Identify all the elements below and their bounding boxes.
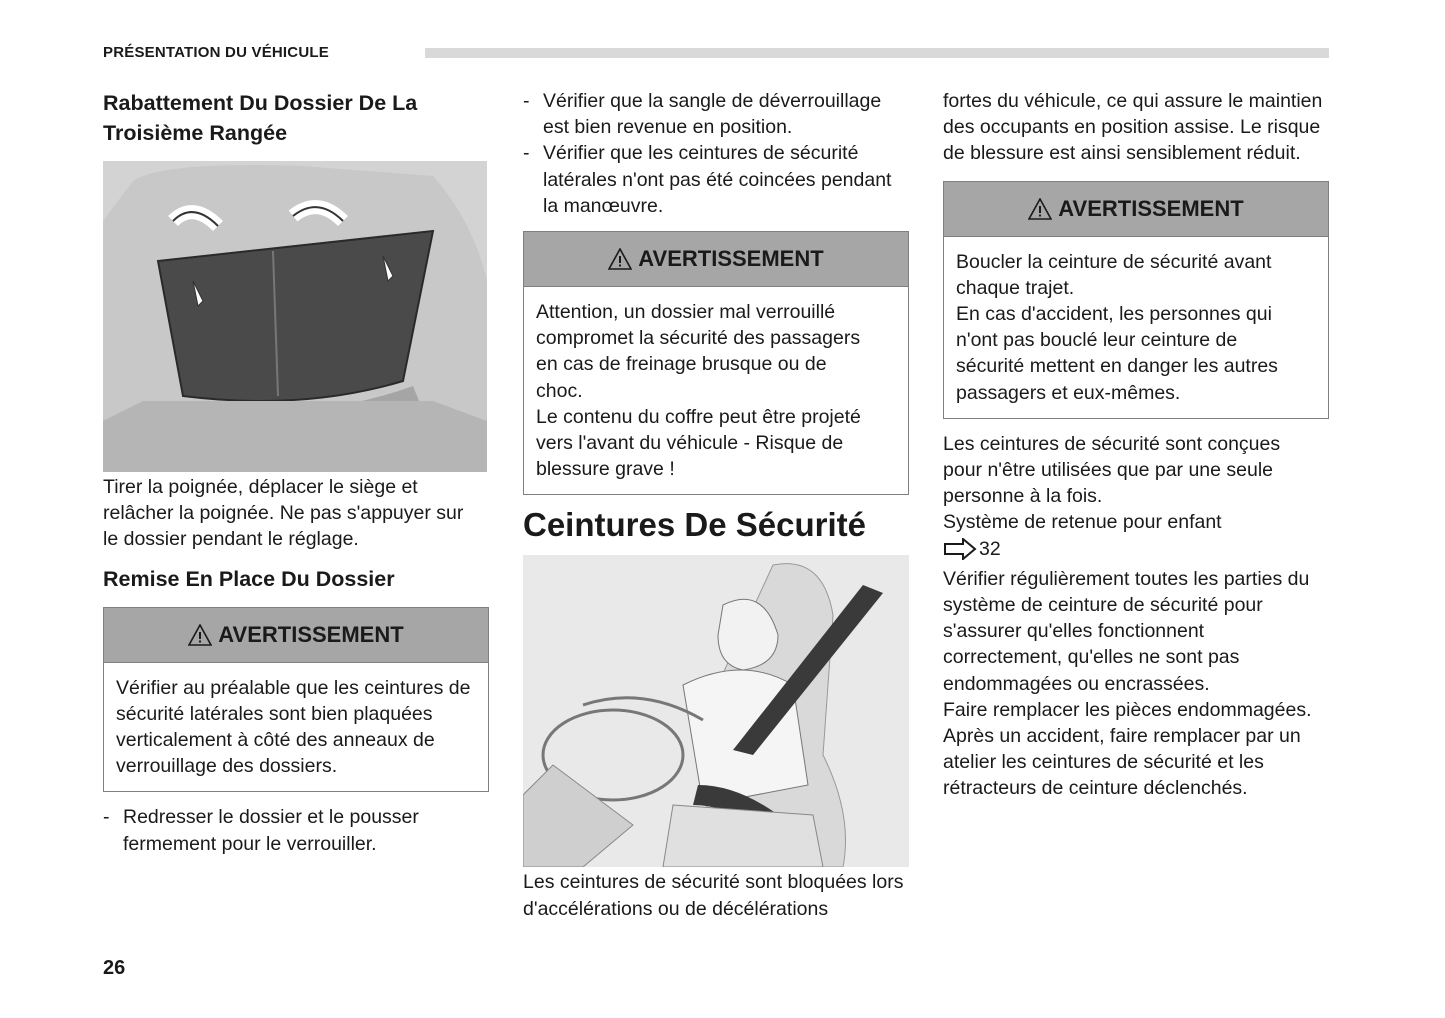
step-text: Redresser le dossier et le pousser fermement pour le verrouiller. (123, 806, 419, 855)
warning-triangle-icon (188, 624, 212, 646)
dash-bullet: - (523, 142, 530, 165)
instruction-pull-handle: Tirer la poignée, déplacer le siège et relâcher la poignée. Ne pas s'appuyer sur le dossier pendant le réglage. (103, 476, 464, 551)
seatbelt-lock-text: Les ceintures de sécurité sont bloquées lors d'accélérations ou de décélérations (523, 871, 904, 920)
section-title: PRÉSENTATION DU VÉHICULE (103, 44, 329, 61)
warning-triangle-icon (1028, 198, 1052, 220)
warning-title: AVERTISSEMENT (638, 246, 824, 272)
warning-title: AVERTISSEMENT (218, 621, 404, 647)
check-regularly-text: Vérifier régulièrement toutes les parties du système de ceinture de sécurité pour s'assurer qu'elles fonctionnent correctement, qu'elles ne sont pas endommagées ou encrassées. (943, 567, 1310, 695)
arrow-right-icon (943, 538, 977, 560)
warning-triangle-icon (608, 248, 632, 270)
trunk-illustration (103, 161, 487, 472)
warning-title: AVERTISSEMENT (1058, 195, 1244, 221)
warning-text: Vérifier au préalable que les ceintures de sécurité latérales sont bien plaquées verticalement à côté des anneaux de verrouillage des dossiers. (116, 676, 471, 778)
seatbelt-illustration (523, 555, 909, 867)
heading-reposition-backrest: Remise En Place Du Dossier (103, 566, 395, 591)
heading-third-row-fold: Rabattement Du Dossier De La Troisième Rangée (103, 91, 418, 145)
warning-box-right (943, 181, 1329, 419)
step-straighten-backrest (103, 804, 487, 856)
column-right (943, 88, 1329, 802)
warning-header (944, 182, 1328, 237)
dash-bullet: - (103, 806, 110, 829)
trunk-seat-drawing (103, 161, 487, 472)
warning-text (944, 237, 1328, 418)
single-person-text: Les ceintures de sécurité sont conçues pour n'être utilisées que par une seule personne à la fois. (943, 432, 1281, 508)
page-reference[interactable] (943, 536, 1329, 562)
seatbelt-lock-text-continued: fortes du véhicule, ce qui assure le maintien des occupants en position assise. Le risque de blessure est ainsi sensiblement réduit. (943, 90, 1323, 165)
dash-bullet: - (523, 90, 530, 112)
warning-box-middle (523, 231, 909, 495)
child-restraint-text: Système de retenue pour enfant (943, 511, 1222, 534)
column-middle (523, 88, 909, 922)
driver-seatbelt-drawing (523, 555, 909, 867)
warning-text-2: Le contenu du coffre peut être projeté vers l'avant du véhicule - Risque de blessure grave ! (536, 405, 861, 481)
step-text: Vérifier que la sangle de déverrouillage est bien revenue en position. (543, 90, 882, 139)
warning-text-1: Boucler la ceinture de sécurité avant chaque trajet. (956, 250, 1272, 299)
replace-parts-text: Faire remplacer les pièces endommagées. Après un accident, faire remplacer par un atelier les ceintures de sécurité et les rétracteurs de ceinture déclenchés. (943, 698, 1312, 800)
page-number: 26 (103, 957, 126, 979)
warning-box-left (103, 607, 489, 793)
heading-seat-belts: Ceintures De Sécurité (523, 506, 866, 544)
warning-header (524, 232, 908, 287)
warning-text-2: En cas d'accident, les personnes qui n'ont pas bouclé leur ceinture de sécurité mettent en danger les autres passagers et eux-mêmes. (956, 303, 1278, 404)
page-reference-number: 32 (979, 537, 1001, 560)
warning-text (524, 287, 908, 494)
warning-text-1: Attention, un dossier mal verrouillé compromet la sécurité des passagers en cas de freinage brusque ou de choc. (536, 301, 861, 402)
column-left (103, 88, 489, 857)
step-text: Vérifier que les ceintures de sécurité latérales n'ont pas été coincées pendant la manœuvre. (543, 142, 892, 217)
header-rule (425, 48, 1329, 58)
warning-header (104, 608, 488, 663)
step-check-strap (523, 88, 909, 140)
step-check-belts (523, 140, 909, 219)
